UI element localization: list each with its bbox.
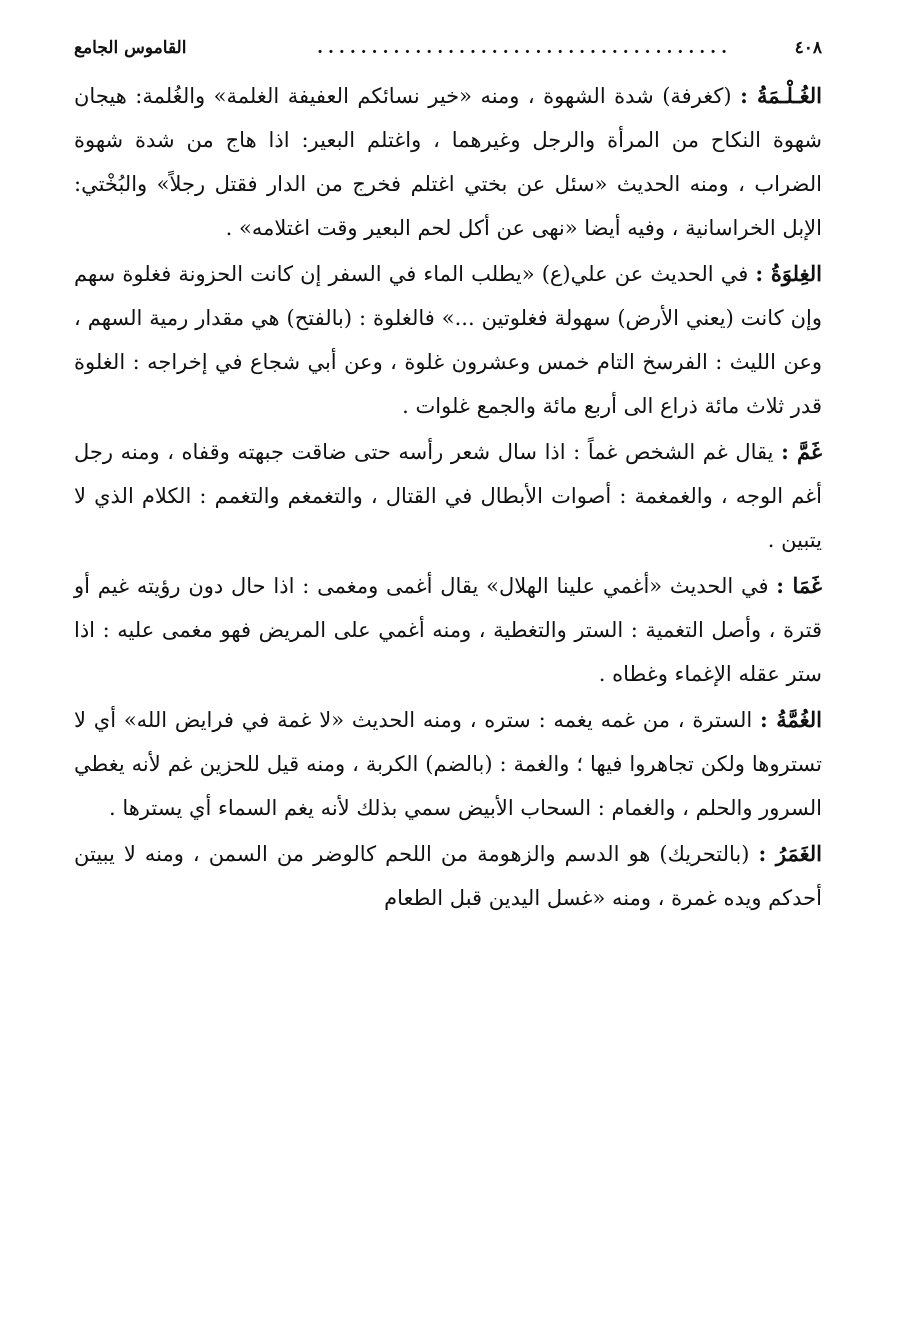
definition-text: (كغرفة) شدة الشهوة ، ومنه «خير نسائكم العفيفة الغلمة» والغُلمة: هيجان شهوة النكاح من المرأة والرجل وغيرهما ، واغتلم البعير: اذا هاج من شدة شهوة الضراب ، ومنه الحديث «سئل عن بختي اغتلم فخرج من الدار فقتل رجلاً» والبُخْتي: الإبل الخراسانية ، وفيه أيضا «نهى عن أكل لحم البعير وقت اغتلامه» . bbox=[74, 84, 822, 240]
definition-text: السترة ، من غمه يغمه : ستره ، ومنه الحديث «لا غمة في فرايض الله» أي لا تستروها ولكن تجاهروا فيها ؛ والغمة : (بالضم) الكربة ، ومنه قيل للحزين غم لأنه يغطي السرور والحلم ، والغمام : السحاب الأبيض سمي بذلك لأنه يغم السماء أي يسترها . bbox=[74, 708, 822, 820]
headword: غَمَا : bbox=[776, 573, 822, 598]
book-title: القاموس الجامع bbox=[74, 38, 187, 58]
document-page bbox=[74, 38, 822, 922]
headword: الغَمَرُ : bbox=[758, 841, 822, 866]
dictionary-entries bbox=[74, 74, 822, 920]
entry-ghamma bbox=[74, 430, 822, 562]
definition-text: (بالتحريك) هو الدسم والزهومة من اللحم كالوضر من السمن ، ومنه لا يبيتن أحدكم ويده غمرة ، ومنه «غسل اليدين قبل الطعام bbox=[74, 842, 822, 910]
entry-ghama bbox=[74, 564, 822, 696]
entry-ghulma bbox=[74, 74, 822, 250]
entry-ghumma bbox=[74, 698, 822, 830]
headword: غَمَّ : bbox=[781, 439, 822, 464]
definition-text: يقال غم الشخص غماً : اذا سال شعر رأسه حتى ضاقت جبهته وقفاه ، ومنه رجل أغم الوجه ، والغمغمة : أصوات الأبطال في القتال ، والتغمغم والتغمم : الكلام الذي لا يتبين . bbox=[74, 440, 822, 552]
header-leader-dots: ...................................... bbox=[317, 38, 732, 58]
headword: الغِلوَةُ : bbox=[755, 261, 822, 286]
headword: الغُمَّةُ : bbox=[760, 707, 822, 732]
definition-text: في الحديث عن علي(ع) «يطلب الماء في السفر إن كانت الحزونة فغلوة سهم وإن كانت (يعني الأرض) سهولة فغلوتين ...» فالغلوة : (بالفتح) هي مقدار رمية السهم ، وعن الليث : الفرسخ التام خمس وعشرون غلوة ، وعن أبي شجاع في إخراجه : الغلوة قدر ثلاث مائة ذراع الى أربع مائة والجمع غلوات . bbox=[74, 262, 822, 418]
definition-text: في الحديث «أغمي علينا الهلال» يقال أغمى ومغمى : اذا حال دون رؤيته غيم أو قترة ، وأصل التغمية : الستر والتغطية ، ومنه أغمي على المريض فهو مغمى عليه : اذا ستر عقله الإغماء وغطاه . bbox=[74, 574, 822, 686]
headword: الغُـلْـمَةُ : bbox=[740, 83, 822, 108]
entry-ghilwa bbox=[74, 252, 822, 428]
entry-ghamar bbox=[74, 832, 822, 920]
page-number: ٤٠٨ bbox=[794, 38, 822, 58]
running-header bbox=[74, 38, 822, 68]
